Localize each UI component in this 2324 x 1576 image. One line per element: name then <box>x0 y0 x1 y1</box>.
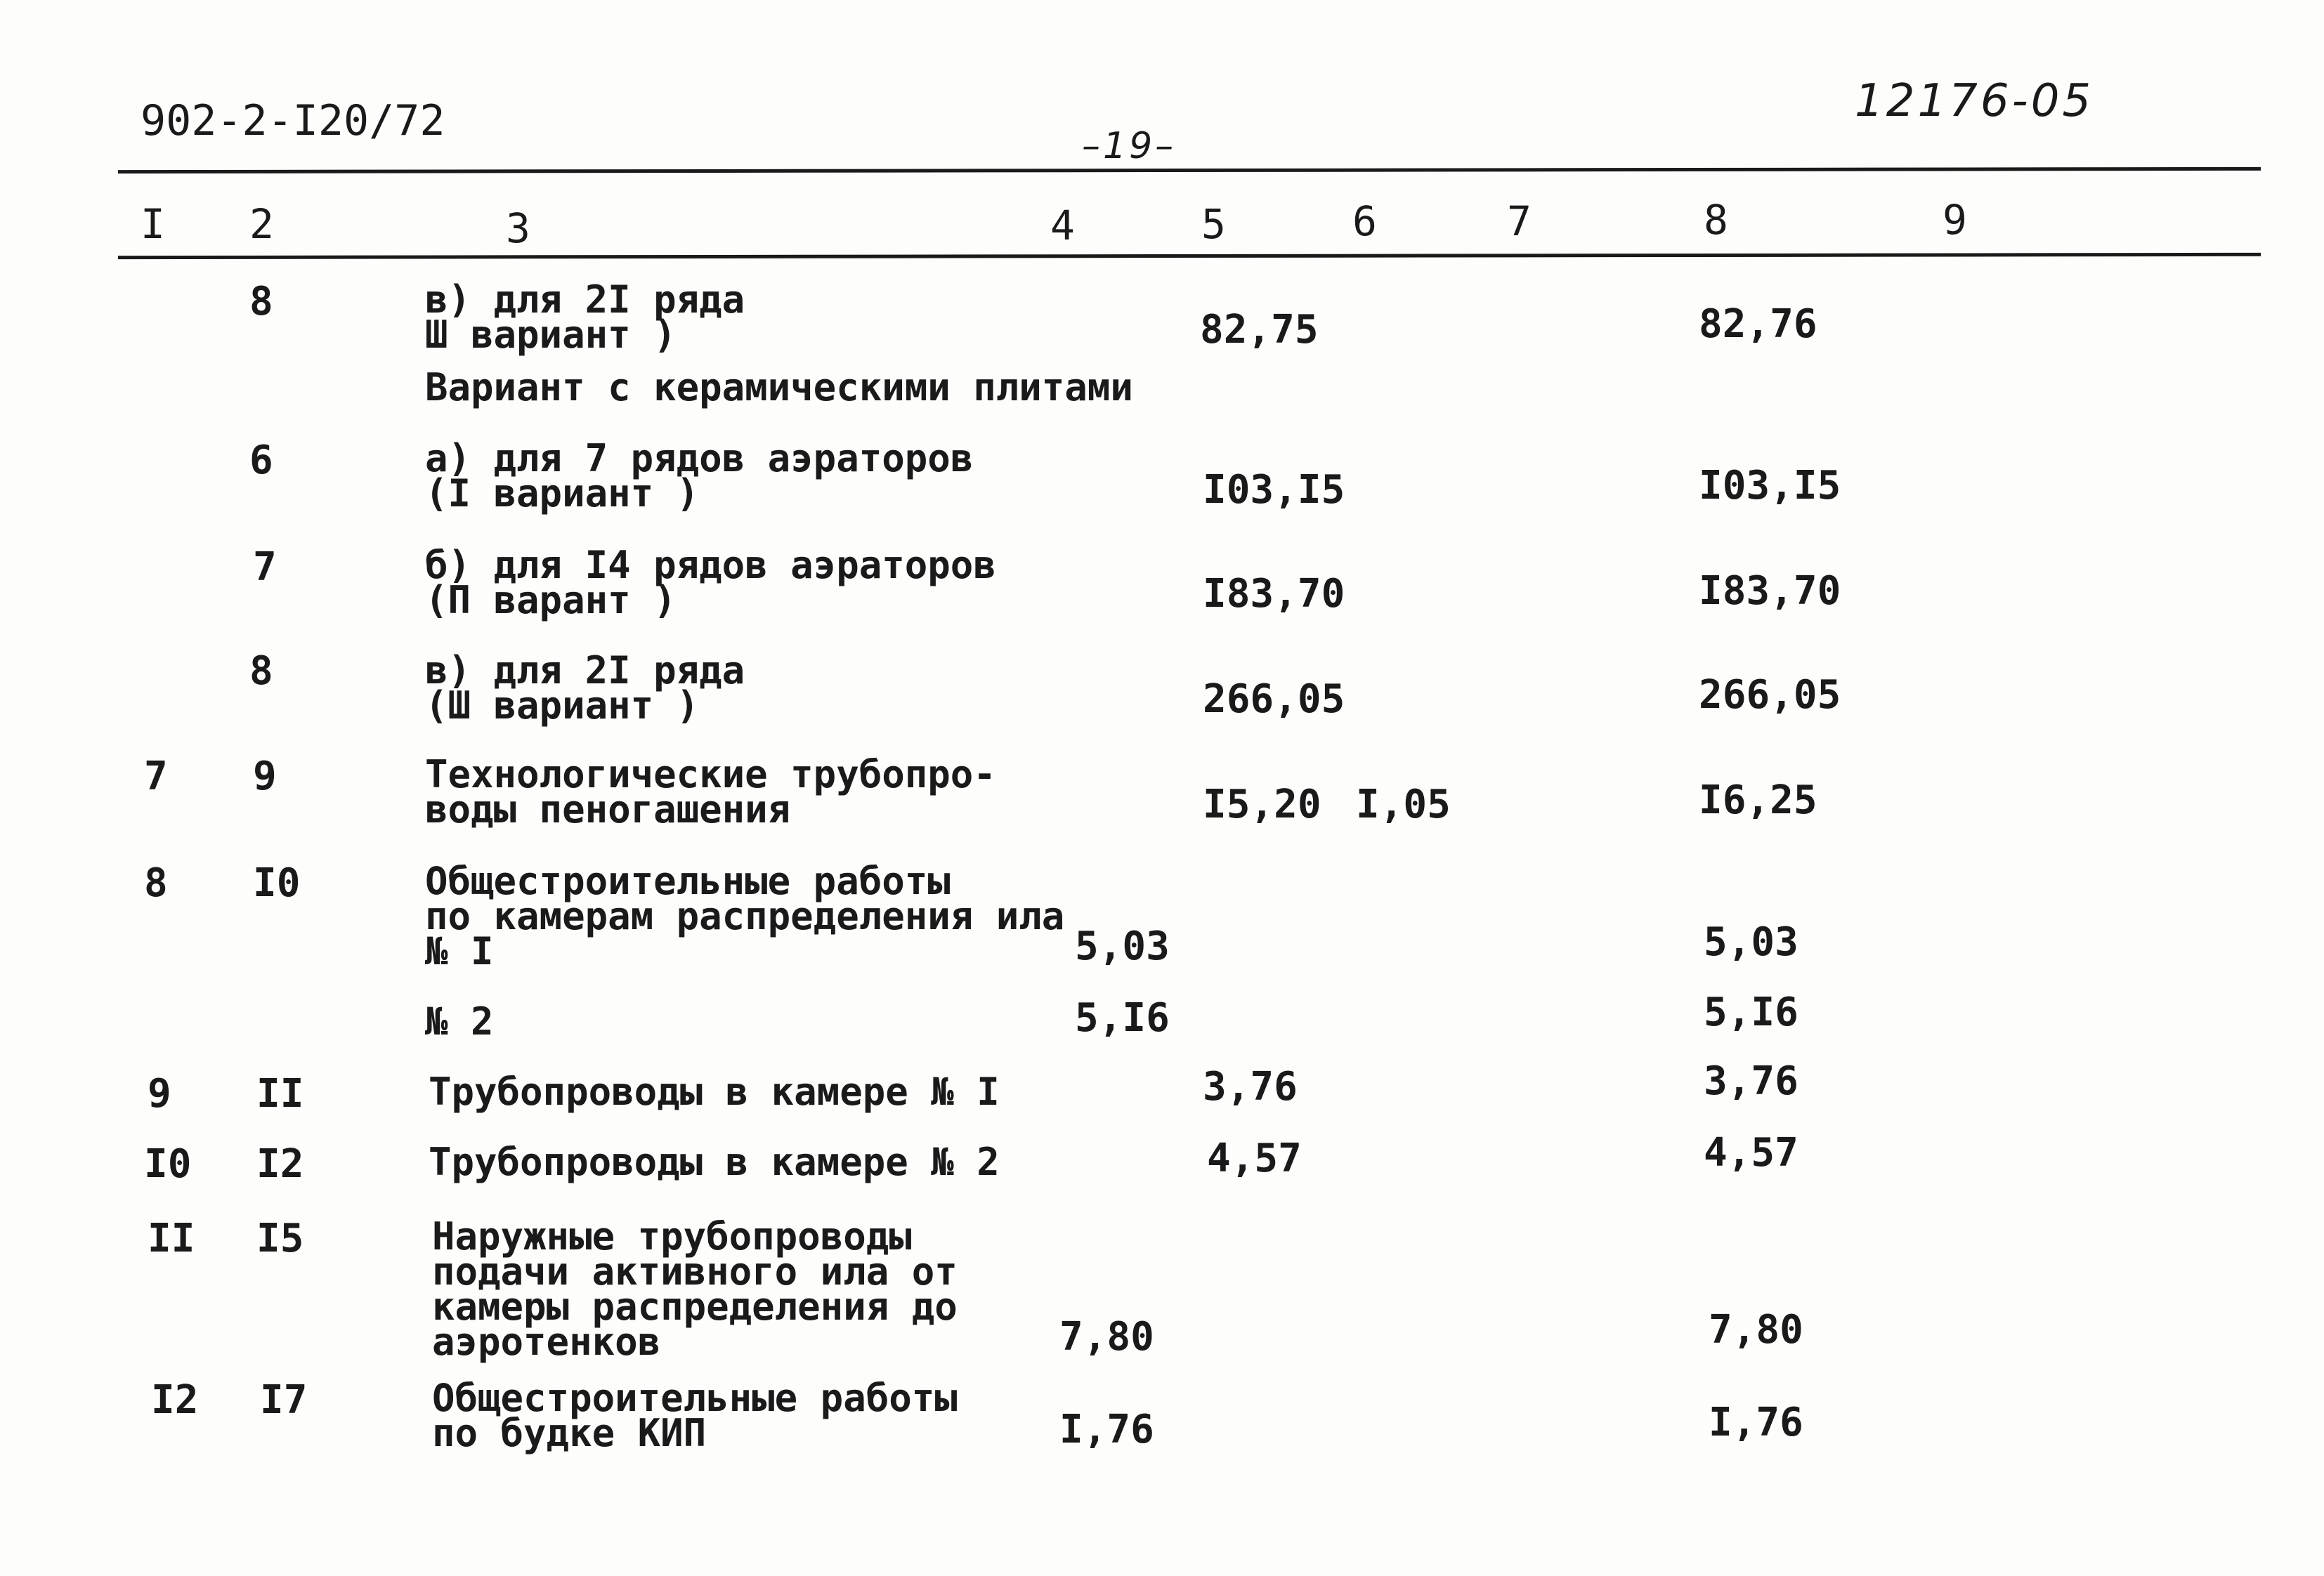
work-description-line: камеры распределения до <box>432 1285 958 1329</box>
column-number: 3 <box>506 204 530 252</box>
top-rule <box>118 167 2261 173</box>
work-description-line: (П варант ) <box>425 578 677 622</box>
page-number: –19– <box>1082 125 1177 167</box>
col-4-value: 5,I6 <box>1075 995 1170 1041</box>
col-8-total: 82,76 <box>1699 301 1817 347</box>
col-6-value: I,05 <box>1356 782 1451 827</box>
work-description-line: подачи активного ила от <box>432 1249 958 1294</box>
work-description-line: Общестроительные работы <box>425 859 951 903</box>
col-8-total: I83,70 <box>1699 568 1841 614</box>
col-1: I0 <box>144 1141 192 1187</box>
column-number: 4 <box>1050 202 1075 249</box>
col-5-value: I03,I5 <box>1203 467 1345 513</box>
col-5-value: 266,05 <box>1203 676 1345 722</box>
column-number: 9 <box>1943 196 1967 244</box>
column-number: 7 <box>1507 197 1532 245</box>
col-8-total: 266,05 <box>1699 672 1841 718</box>
work-description-line: (I вариант ) <box>425 471 700 516</box>
work-description-line: № 2 <box>425 999 494 1044</box>
work-description-line: б) для I4 рядов аэраторов <box>425 543 996 587</box>
col-4-value: 5,03 <box>1075 924 1170 969</box>
work-description-line: Трубопроводы в камере № 2 <box>429 1140 1000 1184</box>
work-description-line: по камерам распределения ила <box>425 894 1065 938</box>
col-1: 8 <box>144 860 168 906</box>
col-2: II <box>256 1071 304 1117</box>
col-2: I7 <box>260 1377 308 1423</box>
col-5-value: 3,76 <box>1203 1064 1298 1110</box>
archive-number: 12176-05 <box>1855 75 2094 127</box>
col-2: 8 <box>249 648 273 694</box>
col-8-total: 3,76 <box>1704 1058 1799 1104</box>
col-8-total: I03,I5 <box>1699 463 1841 508</box>
col-5-value: I83,70 <box>1203 571 1345 617</box>
col-1: I2 <box>151 1377 199 1423</box>
work-description-line: (Ш вариант ) <box>425 683 700 728</box>
work-description-line: воды пеногашения <box>425 787 791 832</box>
work-description-line: в) для 2I ряда <box>425 277 745 322</box>
col-5-value: 4,57 <box>1207 1136 1302 1181</box>
col-2: I0 <box>253 860 301 906</box>
col-8-total: 4,57 <box>1704 1130 1799 1176</box>
col-8-total: 7,80 <box>1709 1307 1803 1353</box>
column-number: 8 <box>1704 196 1728 244</box>
work-description-line: а) для 7 рядов аэраторов <box>425 436 974 480</box>
work-description-line: № I <box>425 929 494 973</box>
column-number: 5 <box>1201 200 1226 248</box>
column-number: I <box>141 200 165 248</box>
col-8-total: 5,03 <box>1704 919 1799 965</box>
col-2: 8 <box>249 279 273 324</box>
col-4-value: 7,80 <box>1059 1314 1154 1360</box>
col-8-total: 5,I6 <box>1704 990 1799 1035</box>
header-bottom-rule <box>118 253 2261 259</box>
work-description-line: Трубопроводы в камере № I <box>429 1070 1000 1114</box>
column-number: 6 <box>1352 197 1377 245</box>
column-number: 2 <box>249 200 274 248</box>
work-description-line: аэротенков <box>432 1320 661 1364</box>
col-5-value: I5,20 <box>1203 782 1321 827</box>
work-description-line: Наружные трубопроводы <box>432 1214 912 1259</box>
col-2: 9 <box>253 754 277 799</box>
col-1: 7 <box>144 754 168 799</box>
col-2: 6 <box>249 438 273 483</box>
col-8-total: I,76 <box>1709 1400 1803 1445</box>
work-description-line: в) для 2I ряда <box>425 648 745 692</box>
col-2: I2 <box>256 1141 304 1187</box>
col-5-value: 82,75 <box>1200 307 1319 353</box>
work-description-line: Ш вариант ) <box>425 313 677 357</box>
work-description-line: Общестроительные работы <box>432 1376 958 1420</box>
col-1: II <box>148 1216 195 1261</box>
section-subheading: Вариант с керамическими плитами <box>425 365 1133 409</box>
document-code: 902-2-I20/72 <box>141 96 445 145</box>
col-4-value: I,76 <box>1059 1407 1154 1452</box>
col-2: I5 <box>256 1216 304 1261</box>
col-2: 7 <box>253 544 277 590</box>
col-1: 9 <box>148 1071 171 1117</box>
work-description-line: Технологические трубопро- <box>425 752 996 796</box>
work-description-line: по будке КИП <box>432 1411 707 1455</box>
col-8-total: I6,25 <box>1699 777 1817 823</box>
